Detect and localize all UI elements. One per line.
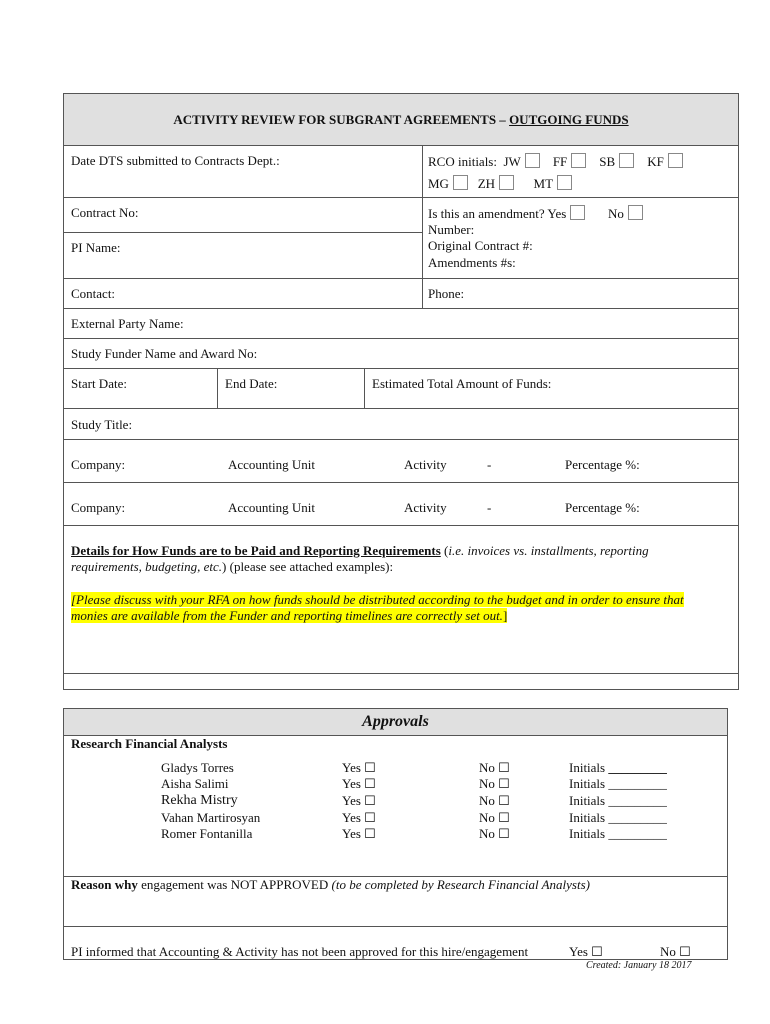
amendments-label: Amendments #s: — [428, 255, 516, 270]
date-dts-label: Date DTS submitted to Contracts Dept.: — [71, 153, 280, 168]
analyst-name: Romer Fontanilla — [161, 826, 253, 841]
analyst-yes[interactable]: Yes ☐ — [342, 760, 376, 775]
percentage-label: Percentage %: — [565, 457, 640, 472]
analyst-no[interactable]: No ☐ — [479, 760, 510, 775]
details-line1: Details for How Funds are to be Paid and Reporting Requirements (i.e. invoices vs. installments, reporting — [71, 543, 649, 558]
accounting-unit-label: Accounting Unit — [228, 500, 316, 515]
row-divider — [63, 525, 739, 526]
pi-informed-no[interactable]: No ☐ — [660, 944, 691, 959]
amendment-no-checkbox[interactable] — [628, 205, 643, 220]
row-divider — [63, 338, 739, 339]
analyst-yes[interactable]: Yes ☐ — [342, 810, 376, 825]
pi-informed-text: PI informed that Accounting & Activity has not been approved for this hire/engagement — [71, 944, 529, 959]
row-divider — [63, 278, 739, 279]
analyst-initials[interactable]: Initials _________ — [569, 793, 667, 808]
contact-label: Contact: — [71, 286, 116, 301]
analyst-initials[interactable]: Initials _________ — [569, 826, 667, 841]
original-contract-label: Original Contract #: — [428, 238, 533, 253]
row-divider — [63, 926, 728, 927]
activity-dash: - — [487, 457, 492, 472]
analyst-name: Aisha Salimi — [161, 776, 229, 791]
created-date: Created: January 18 2017 — [586, 960, 692, 971]
activity-label: Activity — [404, 500, 447, 515]
rco-kf-checkbox[interactable] — [668, 153, 683, 168]
column-divider — [422, 145, 423, 308]
activity-label: Activity — [404, 457, 447, 472]
analyst-no[interactable]: No ☐ — [479, 826, 510, 841]
analyst-initials[interactable]: Initials _________ — [569, 760, 667, 775]
number-label: Number: — [428, 222, 475, 237]
start-date-label: Start Date: — [71, 376, 127, 391]
row-divider — [63, 197, 739, 198]
details-line2: requirements, budgeting, etc.) (please see attached examples): — [71, 559, 394, 574]
column-divider — [364, 368, 365, 408]
analyst-yes[interactable]: Yes ☐ — [342, 826, 376, 841]
column-divider — [217, 368, 218, 408]
company-label: Company: — [71, 500, 126, 515]
rco-jw-checkbox[interactable] — [525, 153, 540, 168]
rco-mg-checkbox[interactable] — [453, 175, 468, 190]
row-divider — [63, 408, 739, 409]
rco-zh-checkbox[interactable] — [499, 175, 514, 190]
rco-ff-checkbox[interactable] — [571, 153, 586, 168]
rco-mt-checkbox[interactable] — [557, 175, 572, 190]
analyst-name: Rekha Mistry — [161, 793, 238, 808]
details-heading: Details for How Funds are to be Paid and Reporting Requirements — [71, 543, 441, 558]
row-divider — [63, 673, 739, 674]
row-divider — [63, 368, 739, 369]
rco-initials-row1: RCO initials: JW FF SB KF — [428, 153, 683, 170]
funder-label: Study Funder Name and Award No: — [71, 346, 258, 361]
reason-not-approved: Reason why engagement was NOT APPROVED (to be completed by Research Financial Analysts) — [71, 877, 590, 892]
analyst-name: Vahan Martirosyan — [161, 810, 261, 825]
analyst-initials[interactable]: Initials _________ — [569, 776, 667, 791]
accounting-unit-label: Accounting Unit — [228, 457, 316, 472]
activity-dash: - — [487, 500, 492, 515]
row-divider — [63, 232, 423, 233]
amendment-yes-checkbox[interactable] — [570, 205, 585, 220]
percentage-label: Percentage %: — [565, 500, 640, 515]
company-label: Company: — [71, 457, 126, 472]
row-divider — [63, 482, 739, 483]
pi-informed-yes[interactable]: Yes ☐ — [569, 944, 603, 959]
analyst-no[interactable]: No ☐ — [479, 776, 510, 791]
pi-name-label: PI Name: — [71, 240, 121, 255]
row-divider — [63, 308, 739, 309]
approvals-title: Approvals — [362, 713, 429, 730]
analyst-initials[interactable]: Initials _________ — [569, 810, 667, 825]
contract-no-label: Contract No: — [71, 205, 139, 220]
analyst-no[interactable]: No ☐ — [479, 793, 510, 808]
row-divider — [63, 439, 739, 440]
estimated-total-label: Estimated Total Amount of Funds: — [372, 376, 552, 391]
rco-sb-checkbox[interactable] — [619, 153, 634, 168]
form-title: ACTIVITY REVIEW FOR SUBGRANT AGREEMENTS – OUTGOING FUNDS — [173, 112, 629, 127]
analyst-name: Gladys Torres — [161, 760, 234, 775]
highlight-note-line1: [Please discuss with your RFA on how funds should be distributed according to the budget and in order to ensure that — [71, 592, 684, 607]
analyst-yes[interactable]: Yes ☐ — [342, 793, 376, 808]
rfa-section-label: Research Financial Analysts — [71, 736, 228, 751]
rco-initials-row2: MG ZH MT — [428, 175, 572, 192]
end-date-label: End Date: — [225, 376, 278, 391]
external-party-label: External Party Name: — [71, 316, 184, 331]
amendment-question: Is this an amendment? Yes No — [428, 205, 643, 222]
row-divider — [63, 145, 739, 146]
phone-label: Phone: — [428, 286, 465, 301]
highlight-note-line2: monies are available from the Funder and reporting timelines are correctly set out.] — [71, 608, 508, 623]
analyst-yes[interactable]: Yes ☐ — [342, 776, 376, 791]
analyst-no[interactable]: No ☐ — [479, 810, 510, 825]
study-title-label: Study Title: — [71, 417, 133, 432]
rco-label: RCO initials: — [428, 154, 497, 169]
